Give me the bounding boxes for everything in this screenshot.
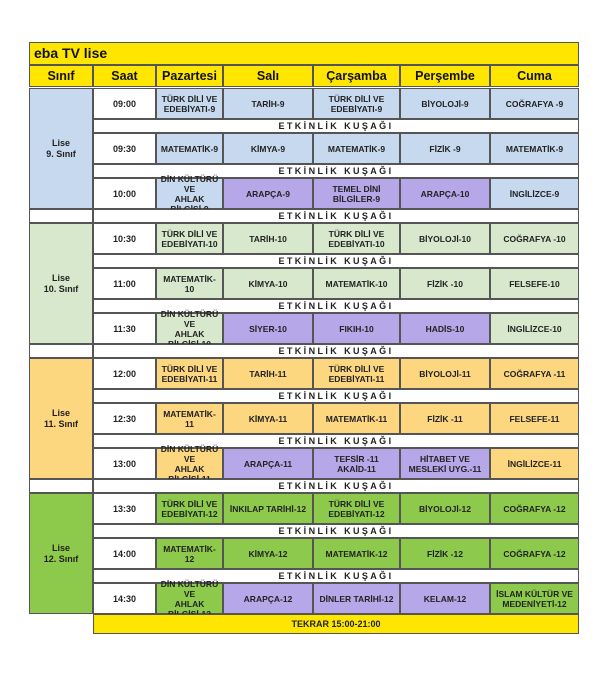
grade-label	[29, 493, 93, 614]
time-cell: 13:00	[93, 448, 156, 479]
subject-cell	[400, 358, 490, 389]
column-header: Pazartesi	[156, 65, 223, 87]
subject-text: TARİH-11	[249, 368, 287, 379]
subject-text: EDEBİYATI-10	[161, 238, 218, 249]
grade-gap	[29, 209, 93, 223]
subject-cell	[313, 358, 400, 389]
subject-text: EDEBİYATI-11	[328, 373, 385, 384]
subject-text: AHLAK	[174, 328, 205, 339]
time-cell: 14:30	[93, 583, 156, 614]
subject-cell	[400, 268, 490, 299]
subject-cell	[400, 88, 490, 119]
subject-text: ARAPÇA-10	[420, 188, 470, 199]
grade-label-text: Lise	[51, 542, 70, 553]
subject-cell	[313, 178, 400, 209]
column-header: Çarşamba	[313, 65, 400, 87]
subject-text: MATEMATİK-12	[325, 548, 388, 559]
activity-break-band: ETKİNLİK KUŞAĞI	[93, 164, 579, 178]
subject-text: KİMYA-12	[248, 548, 288, 559]
activity-break-band: ETKİNLİK KUŞAĞI	[93, 569, 579, 583]
subject-text: AHLAK	[174, 598, 205, 609]
subject-cell	[223, 133, 313, 164]
subject-text: COĞRAFYA -11	[503, 368, 566, 379]
subject-cell	[156, 493, 223, 524]
subject-text: İSLAM KÜLTÜR VE	[496, 588, 573, 599]
subject-cell	[490, 178, 579, 209]
grade-gap	[29, 479, 93, 493]
subject-text: AKAİD-11	[337, 463, 376, 474]
subject-text: TÜRK DİLİ VE	[328, 363, 385, 374]
activity-break-band: ETKİNLİK KUŞAĞI	[93, 254, 579, 268]
column-header: Salı	[223, 65, 313, 87]
subject-cell	[223, 403, 313, 434]
subject-cell	[223, 493, 313, 524]
subject-cell	[313, 493, 400, 524]
subject-cell	[223, 268, 313, 299]
subject-cell	[400, 133, 490, 164]
subject-text: EDEBİYATI-9	[330, 103, 383, 114]
subject-text: FELSEFE-11	[509, 413, 560, 424]
subject-text: COĞRAFYA -12	[503, 503, 566, 514]
column-header: Perşembe	[400, 65, 490, 87]
column-header: Saat	[93, 65, 156, 87]
subject-cell	[490, 223, 579, 254]
subject-text: FİZİK -12	[427, 548, 463, 559]
subject-cell	[400, 538, 490, 569]
subject-cell	[156, 358, 223, 389]
subject-text: EDEBİYATI-11	[161, 373, 218, 384]
subject-text: BİYOLOJİ-12	[419, 503, 471, 514]
subject-text: İNKILAP TARİHİ-12	[229, 503, 307, 514]
subject-text: TARİH-10	[249, 233, 287, 244]
subject-text: FİZİK -9	[429, 143, 461, 154]
subject-text: TÜRK DİLİ VE	[328, 228, 385, 239]
subject-text: TÜRK DİLİ VE	[161, 228, 218, 239]
activity-break-band: ETKİNLİK KUŞAĞI	[93, 434, 579, 448]
grade-label-text: 12. Sınıf	[43, 553, 79, 564]
subject-cell	[156, 268, 223, 299]
activity-break-band: ETKİNLİK KUŞAĞI	[93, 299, 579, 313]
subject-cell	[313, 538, 400, 569]
subject-text: BİYOLOJİ-11	[419, 368, 471, 379]
repeat-footer: TEKRAR 15:00-21:00	[93, 614, 579, 634]
subject-cell	[156, 173, 223, 209]
time-cell: 14:00	[93, 538, 156, 569]
subject-text: EDEBİYATI-12	[328, 508, 385, 519]
subject-text: TARİH-9	[251, 98, 285, 109]
subject-text: TEMEL DİNİ	[332, 183, 381, 194]
subject-cell	[313, 313, 400, 344]
subject-cell	[400, 403, 490, 434]
subject-cell	[313, 403, 400, 434]
subject-cell	[490, 88, 579, 119]
subject-text: FIKIH-10	[339, 323, 374, 334]
grade-label-text: 9. Sınıf	[46, 148, 76, 159]
subject-text: ARAPÇA-9	[246, 188, 290, 199]
page-title: eba TV lise	[29, 42, 579, 65]
subject-text: MATEMATİK-9	[505, 143, 564, 154]
grade-label-text: 10. Sınıf	[43, 283, 79, 294]
subject-cell	[400, 493, 490, 524]
subject-text: HİTABET VE	[420, 453, 470, 464]
activity-break-band: ETKİNLİK KUŞAĞI	[93, 119, 579, 133]
subject-cell	[313, 88, 400, 119]
subject-text: EDEBİYATI-9	[163, 103, 216, 114]
subject-cell	[223, 88, 313, 119]
column-header: Cuma	[490, 65, 579, 87]
activity-break-band: ETKİNLİK KUŞAĞI	[93, 479, 579, 493]
subject-text: FELSEFE-10	[509, 278, 560, 289]
subject-text: TÜRK DİLİ VE	[161, 363, 218, 374]
grade-gap	[29, 344, 93, 358]
grade-label-text: Lise	[51, 407, 70, 418]
subject-text: İNGİLİZCE-9	[509, 188, 560, 199]
subject-cell	[490, 358, 579, 389]
subject-cell	[400, 223, 490, 254]
subject-text: KİMYA-9	[250, 143, 286, 154]
subject-cell	[400, 448, 490, 479]
subject-text: İNGİLİZCE-11	[507, 458, 562, 469]
subject-cell	[156, 133, 223, 164]
subject-text: MATEMATİK-9	[160, 143, 219, 154]
grade-label	[29, 223, 93, 344]
subject-text: TÜRK DİLİ VE	[328, 498, 385, 509]
subject-text: MATEMATİK-9	[327, 143, 386, 154]
subject-text: HADİS-10	[425, 323, 465, 334]
subject-text: TÜRK DİLİ VE	[328, 93, 385, 104]
subject-text: MESLEKİ UYG.-11	[408, 463, 482, 474]
subject-cell	[313, 268, 400, 299]
subject-text: KELAM-12	[423, 593, 467, 604]
subject-text: MATEMATİK-11	[163, 408, 216, 429]
subject-text: FİZİK -11	[427, 413, 463, 424]
subject-cell	[490, 493, 579, 524]
subject-text: BİYOLOJİ-10	[419, 233, 471, 244]
subject-cell	[490, 133, 579, 164]
subject-cell	[490, 448, 579, 479]
subject-cell	[156, 223, 223, 254]
activity-break-band: ETKİNLİK KUŞAĞI	[93, 389, 579, 403]
time-cell: 11:30	[93, 313, 156, 344]
subject-cell	[223, 223, 313, 254]
subject-text: BİYOLOJİ-9	[421, 98, 469, 109]
subject-text: MATEMATİK-12	[163, 543, 216, 564]
subject-text: COĞRAFYA -9	[505, 98, 564, 109]
grade-label-text: Lise	[51, 272, 70, 283]
subject-text: EDEBİYATI-12	[161, 508, 218, 519]
time-cell: 10:30	[93, 223, 156, 254]
subject-text: DİN KÜLTÜRÜ VE	[160, 308, 219, 329]
subject-cell	[223, 448, 313, 479]
subject-text: DİNLER TARİHİ-12	[319, 593, 394, 604]
subject-text: DİN KÜLTÜRÜ VE	[160, 578, 219, 599]
subject-text: AHLAK	[174, 463, 205, 474]
subject-cell	[223, 538, 313, 569]
time-cell: 12:30	[93, 403, 156, 434]
subject-text: EDEBİYATI-10	[328, 238, 385, 249]
subject-cell	[156, 88, 223, 119]
subject-cell	[400, 583, 490, 614]
activity-break-band: ETKİNLİK KUŞAĞI	[93, 209, 579, 223]
subject-text: KİMYA-11	[248, 413, 288, 424]
grade-label	[29, 88, 93, 209]
time-cell: 12:00	[93, 358, 156, 389]
time-cell: 10:00	[93, 178, 156, 209]
subject-cell	[313, 133, 400, 164]
subject-cell	[313, 448, 400, 479]
subject-text: COĞRAFYA -12	[503, 548, 566, 559]
subject-text: MATEMATİK-11	[325, 413, 388, 424]
subject-text: COĞRAFYA -10	[503, 233, 566, 244]
subject-cell	[313, 583, 400, 614]
grade-label-text: Lise	[51, 137, 70, 148]
subject-cell	[156, 443, 223, 479]
subject-cell	[313, 223, 400, 254]
subject-text: TÜRK DİLİ VE	[161, 498, 218, 509]
subject-cell	[400, 313, 490, 344]
subject-cell	[223, 313, 313, 344]
subject-cell	[156, 308, 223, 344]
subject-cell	[156, 538, 223, 569]
column-header: Sınıf	[29, 65, 93, 87]
subject-text: AHLAK	[174, 193, 205, 204]
subject-text: MATEMATİK-10	[325, 278, 388, 289]
subject-text: MEDENİYETİ-12	[502, 598, 567, 609]
subject-text: TEFSİR -11	[334, 453, 379, 464]
subject-text: İNGİLİZCE-10	[507, 323, 562, 334]
subject-text: DİN KÜLTÜRÜ VE	[160, 173, 219, 194]
subject-cell	[490, 538, 579, 569]
subject-cell	[490, 583, 579, 614]
subject-text: TÜRK DİLİ VE	[161, 93, 218, 104]
time-cell: 09:00	[93, 88, 156, 119]
subject-cell	[156, 403, 223, 434]
subject-text: KİMYA-10	[248, 278, 288, 289]
subject-cell	[156, 578, 223, 614]
grade-label	[29, 358, 93, 479]
activity-break-band: ETKİNLİK KUŞAĞI	[93, 524, 579, 538]
subject-cell	[223, 178, 313, 209]
subject-text: MATEMATİK-10	[163, 273, 216, 294]
schedule-table	[29, 42, 579, 644]
time-cell: 13:30	[93, 493, 156, 524]
subject-cell	[223, 358, 313, 389]
subject-cell	[223, 583, 313, 614]
subject-text: ARAPÇA-12	[243, 593, 293, 604]
subject-text: FİZİK -10	[427, 278, 463, 289]
subject-text: ARAPÇA-11	[243, 458, 293, 469]
subject-cell	[490, 313, 579, 344]
time-cell: 09:30	[93, 133, 156, 164]
time-cell: 11:00	[93, 268, 156, 299]
subject-cell	[490, 268, 579, 299]
subject-text: BİLGİLER-9	[332, 193, 381, 204]
activity-break-band: ETKİNLİK KUŞAĞI	[93, 344, 579, 358]
subject-text: SİYER-10	[249, 323, 287, 334]
grade-label-text: 11. Sınıf	[43, 418, 78, 429]
subject-cell	[490, 403, 579, 434]
subject-cell	[400, 178, 490, 209]
subject-text: DİN KÜLTÜRÜ VE	[160, 443, 219, 464]
